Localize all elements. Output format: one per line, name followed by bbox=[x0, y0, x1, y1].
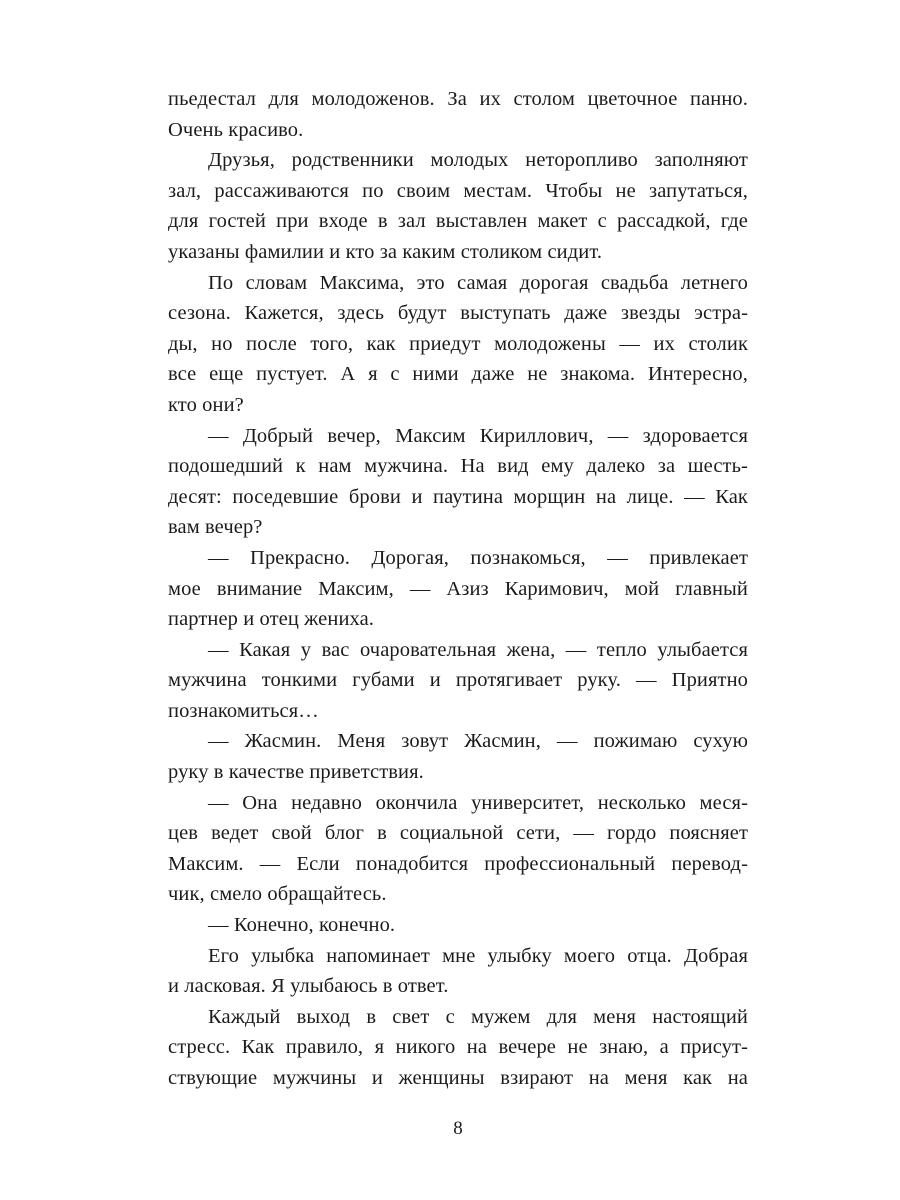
text-line: вам вечер? bbox=[168, 516, 263, 539]
text-line: Друзья, родственники молодых неторопливо заполняют bbox=[208, 149, 748, 172]
text-line: Его улыбка напоминает мне улыбку моего отца. Добрая bbox=[208, 944, 748, 967]
text-line: руку в качестве приветствия. bbox=[168, 761, 424, 784]
text-line: цев ведет свой блог в социальной сети, — гордо поясняет bbox=[168, 822, 748, 845]
text-line: кто они? bbox=[168, 393, 244, 416]
text-line: стресс. Как правило, я никого на вечере не знаю, а присут- bbox=[168, 1036, 748, 1059]
text-line: — Она недавно окончила университет, несколько меся- bbox=[208, 791, 748, 814]
text-line: указаны фамилии и кто за каким столиком сидит. bbox=[168, 240, 603, 263]
text-line: Очень красиво. bbox=[168, 118, 304, 141]
text-line: пьедестал для молодоженов. За их столом цветочное панно. bbox=[168, 88, 748, 110]
text-line: Каждый выход в свет с мужем для меня настоящий bbox=[208, 1005, 748, 1028]
text-line: партнер и отец жениха. bbox=[168, 608, 375, 631]
text-line: подошедший к нам мужчина. На вид ему далеко за шесть- bbox=[168, 455, 748, 478]
text-line: ды, но после того, как приедут молодожены — их столик bbox=[168, 332, 748, 355]
text-line: Максим. — Если понадобится профессиональный перевод- bbox=[168, 852, 748, 875]
page-number: 8 bbox=[453, 1118, 463, 1139]
text-line: сезона. Кажется, здесь будут выступать даже звезды эстра- bbox=[168, 302, 748, 325]
text-line: мужчина тонкими губами и протягивает руку. — Приятно bbox=[168, 669, 748, 692]
text-line: чик, смело обращайтесь. bbox=[168, 883, 387, 906]
text-line: десят: поседевшие брови и паутина морщин на лице. — Как bbox=[168, 485, 748, 508]
text-line: По словам Максима, это самая дорогая свадьба летнего bbox=[208, 271, 748, 294]
text-column bbox=[168, 84, 748, 1094]
text-line: — Какая у вас очаровательная жена, — тепло улыбается bbox=[208, 638, 748, 661]
text-line: ствующие мужчины и женщины взирают на меня как на bbox=[168, 1067, 748, 1089]
text-line: для гостей при входе в зал выставлен макет с рассадкой, где bbox=[168, 210, 748, 233]
text-line: все еще пустует. А я с ними даже не знакома. Интересно, bbox=[168, 363, 748, 386]
text-line: познакомиться… bbox=[168, 699, 319, 722]
text-line: — Конечно, конечно. bbox=[208, 914, 396, 937]
text-line: и ласковая. Я улыбаюсь в ответ. bbox=[168, 975, 449, 998]
text-line: мое внимание Максим, — Азиз Каримович, мой главный bbox=[168, 577, 748, 600]
text-line: — Добрый вечер, Максим Кириллович, — здоровается bbox=[208, 424, 748, 447]
text-line: зал, рассаживаются по своим местам. Чтобы не запутаться, bbox=[168, 179, 748, 202]
text-line: — Прекрасно. Дорогая, познакомься, — привлекает bbox=[208, 546, 748, 569]
text-line: — Жасмин. Меня зовут Жасмин, — пожимаю сухую bbox=[208, 730, 748, 753]
